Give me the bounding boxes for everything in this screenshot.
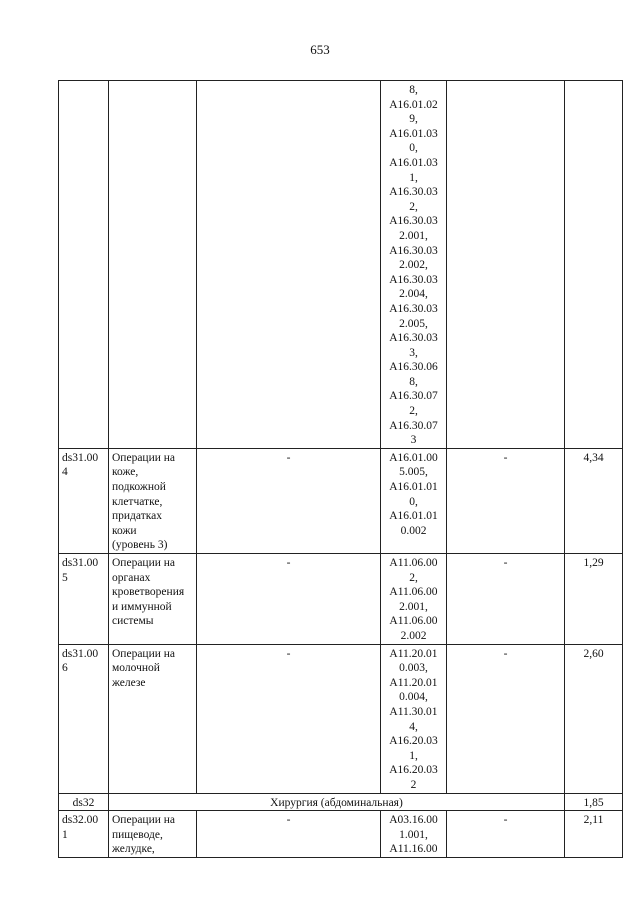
coefficient: 2,60 <box>565 644 623 793</box>
group-name: Операции на молочной железе <box>109 644 197 793</box>
page-number: 653 <box>310 42 330 57</box>
service-codes: A11.06.00 2, A11.06.00 2.001, A11.06.00 2.002 <box>381 554 447 645</box>
col5-value: - <box>447 448 565 553</box>
table-row <box>59 448 623 553</box>
table-row <box>59 811 623 858</box>
tariff-table <box>58 80 623 858</box>
continuation-col3-cell <box>197 81 381 449</box>
group-name: Операции на коже, подкожной клетчатке, придатках кожи (уровень 3) <box>109 448 197 553</box>
group-code: ds32.00 1 <box>59 811 109 858</box>
section-code: ds32 <box>59 793 109 811</box>
continuation-name-cell <box>109 81 197 449</box>
col3-value: - <box>197 448 381 553</box>
col3-value: - <box>197 554 381 645</box>
group-name: Операции на пищеводе, желудке, <box>109 811 197 858</box>
continuation-code-cell <box>59 81 109 449</box>
service-codes: A03.16.00 1.001, A11.16.00 <box>381 811 447 858</box>
group-code: ds31.00 4 <box>59 448 109 553</box>
coefficient: 2,11 <box>565 811 623 858</box>
table-row <box>59 644 623 793</box>
group-name: Операции на органах кроветворения и иммунной системы <box>109 554 197 645</box>
group-code: ds31.00 5 <box>59 554 109 645</box>
col3-value: - <box>197 811 381 858</box>
continuation-row <box>59 81 623 449</box>
section-coefficient: 1,85 <box>565 793 623 811</box>
col5-value: - <box>447 811 565 858</box>
service-codes: A16.01.00 5.005, A16.01.01 0, A16.01.01 0.002 <box>381 448 447 553</box>
service-codes: A11.20.01 0.003, A11.20.01 0.004, A11.30.01 4, A16.20.03 1, A16.20.03 2 <box>381 644 447 793</box>
col3-value: - <box>197 644 381 793</box>
coefficient: 1,29 <box>565 554 623 645</box>
col5-value: - <box>447 644 565 793</box>
section-title: Хирургия (абдоминальная) <box>109 793 565 811</box>
table-row <box>59 554 623 645</box>
continuation-service-codes: 8, A16.01.02 9, A16.01.03 0, A16.01.03 1, A16.30.03 2, A16.30.03 2.001, A16.30.03 2.002, A16.30.03 2.004, A16.30.03 2.005, A16.30.03 3, A16.30.06 8, A16.30.07 2, A16.30.07 3 <box>381 81 447 449</box>
continuation-col5-cell <box>447 81 565 449</box>
group-code: ds31.00 6 <box>59 644 109 793</box>
col5-value: - <box>447 554 565 645</box>
section-row <box>59 793 623 811</box>
continuation-coef-cell <box>565 81 623 449</box>
coefficient: 4,34 <box>565 448 623 553</box>
